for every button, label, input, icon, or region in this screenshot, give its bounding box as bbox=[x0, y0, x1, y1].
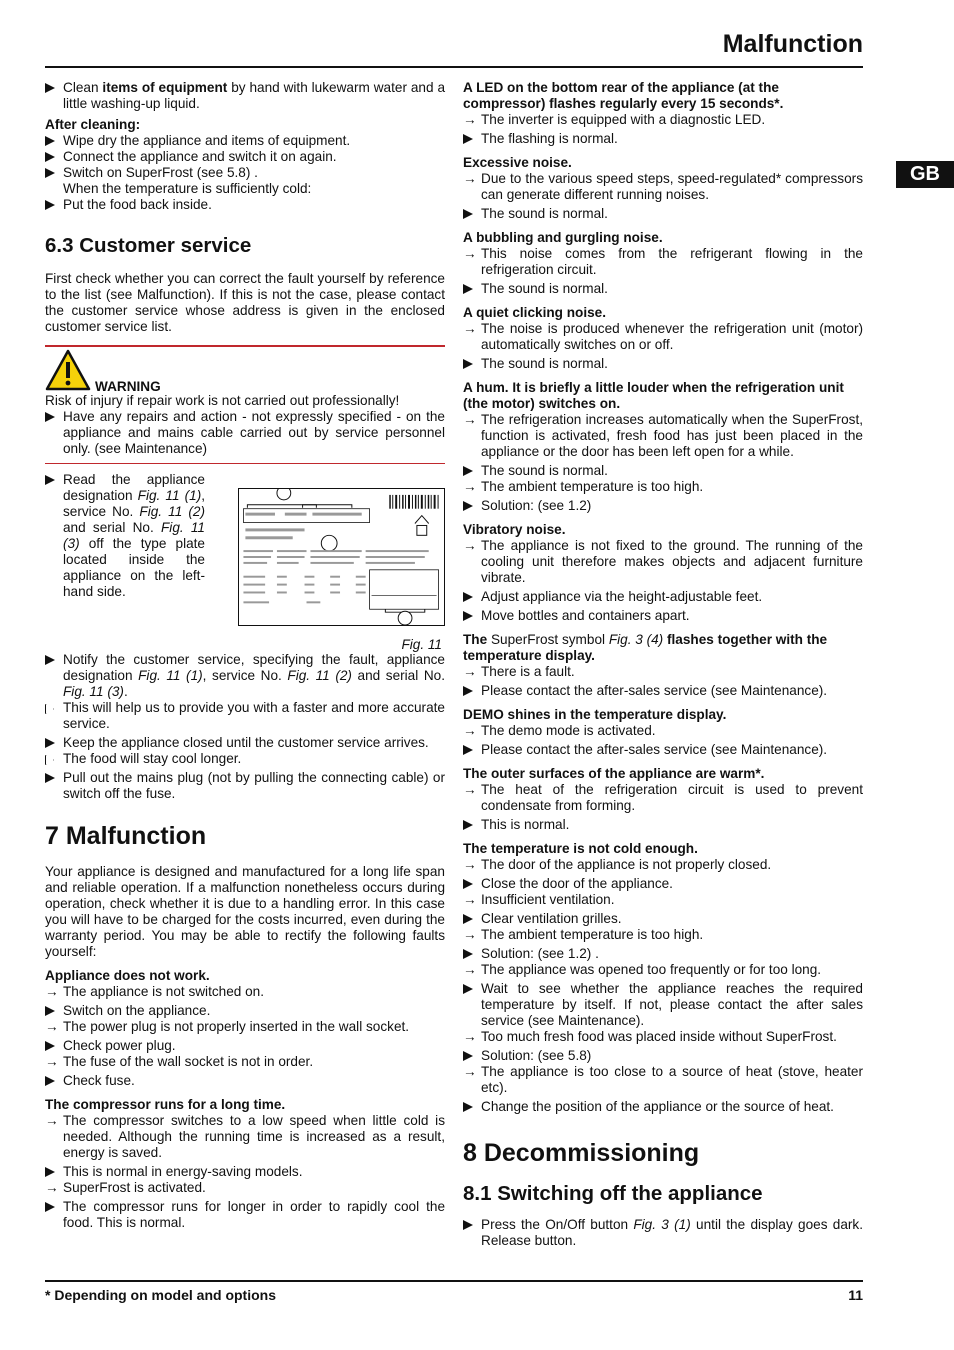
action-triangle-icon bbox=[463, 589, 479, 606]
list-item: Check fuse. bbox=[45, 1073, 445, 1089]
cause-arrow-icon: → bbox=[463, 927, 477, 942]
list-item: Wait to see whether the appliance reaches the required temperature by itself. If not, please contact the after sales service (see Maintenance). bbox=[463, 981, 863, 1029]
list-item: → The door of the appliance is not properly closed. bbox=[463, 857, 772, 872]
action-triangle-icon bbox=[463, 742, 479, 759]
fault-heading: DEMO shines in the temperature display. bbox=[463, 707, 727, 722]
list-item: → The ambient temperature is too high. bbox=[463, 927, 704, 942]
list-item: Change the position of the appliance or the source of heat. bbox=[463, 1099, 863, 1115]
action-triangle-icon bbox=[463, 463, 479, 480]
cause-arrow-icon: → bbox=[463, 321, 477, 336]
cause-arrow-icon: → bbox=[463, 1064, 477, 1079]
malfunction-intro: Your appliance is designed and manufactured for a long life span and reliable operation. If a malfunction nonetheless occurs during operation, check whether it is due to a handling error. In this case you will have to be charged for the costs incurred, even during the warranty period. You may be able to rectify the following faults yourself: bbox=[45, 864, 445, 959]
customer-service-intro: First check whether you can correct the fault yourself by reference to the list (see Malfunction). If this is not the case, please contact the customer service whose address is given in the enclosed customer service list. bbox=[45, 271, 445, 334]
fault-heading: The compressor runs for a long time. bbox=[45, 1097, 286, 1112]
action-triangle-icon bbox=[463, 1217, 479, 1234]
action-triangle-icon bbox=[463, 498, 479, 515]
cause-arrow-icon: → bbox=[45, 1180, 59, 1195]
action-triangle-icon bbox=[463, 946, 479, 963]
figure-caption: Fig. 11 bbox=[401, 637, 442, 652]
list-item: The sound is normal. bbox=[463, 356, 863, 372]
fault-heading: Excessive noise. bbox=[463, 155, 572, 170]
list-item: → Insufficient ventilation. bbox=[463, 892, 615, 907]
list-item: Keep the appliance closed until the customer service arrives. bbox=[45, 735, 445, 751]
action-triangle-icon bbox=[45, 409, 61, 426]
cause-arrow-icon: → bbox=[463, 538, 477, 553]
action-triangle-icon bbox=[45, 1199, 61, 1216]
list-item: → The power plug is not properly inserted in the wall socket. bbox=[45, 1019, 410, 1034]
action-triangle-icon bbox=[463, 1048, 479, 1065]
action-triangle-icon bbox=[463, 281, 479, 298]
clean-step: Clean items of equipment by hand with lukewarm water and a little washing-up liquid. bbox=[45, 80, 445, 112]
action-triangle-icon bbox=[45, 1073, 61, 1090]
list-item: Switch on the appliance. bbox=[45, 1003, 445, 1019]
list-item: → Due to the various speed steps, speed-regulated* compressors can generate different running noises. bbox=[463, 171, 863, 202]
list-item: → The appliance is not fixed to the ground. The running of the cooling unit therefore makes objects and adjacent furniture vibrate. bbox=[463, 538, 863, 585]
list-item: → SuperFrost is activated. bbox=[45, 1180, 206, 1195]
fault-list bbox=[463, 80, 863, 624]
list-item: → The compressor switches to a low speed when little cold is needed. Although the running time is increased as a result, energy is saved. bbox=[45, 1113, 445, 1160]
cause-arrow-icon: → bbox=[45, 1054, 59, 1069]
list-item: → The inverter is equipped with a diagnostic LED. bbox=[463, 112, 766, 127]
action-triangle-icon bbox=[45, 165, 61, 182]
cause-arrow-icon: → bbox=[463, 962, 477, 977]
fault-heading: A LED on the bottom rear of the appliance (at the compressor) flashes regularly every 15 seconds*. bbox=[463, 80, 784, 111]
list-item: Switch on SuperFrost (see 5.8) . bbox=[45, 165, 445, 181]
cause-arrow-icon: → bbox=[463, 723, 477, 738]
result-triangle-icon bbox=[45, 700, 61, 718]
list-item: Solution: (see 5.8) bbox=[463, 1048, 863, 1064]
action-triangle-icon bbox=[463, 683, 479, 700]
list-item: This is normal in energy-saving models. bbox=[45, 1164, 445, 1180]
list-item: Solution: (see 1.2) . bbox=[463, 946, 863, 962]
subsection-title-switching-off: 8.1 Switching off the appliance bbox=[463, 1182, 763, 1205]
list-item: Check power plug. bbox=[45, 1038, 445, 1054]
list-item: Pull out the mains plug (not by pulling the connecting cable) or switch off the fuse. bbox=[45, 770, 445, 802]
list-item: Put the food back inside. bbox=[45, 197, 445, 213]
list-item: → Too much fresh food was placed inside without SuperFrost. bbox=[463, 1029, 837, 1044]
action-triangle-icon bbox=[45, 652, 61, 669]
cause-arrow-icon: → bbox=[463, 171, 477, 186]
switch-off-step: Press the On/Off button Fig. 3 (1) until the display goes dark. Release button. bbox=[463, 1217, 863, 1249]
list-item: Adjust appliance via the height-adjustable feet. bbox=[463, 589, 863, 605]
cause-arrow-icon: → bbox=[463, 892, 477, 907]
list-item: → The fuse of the wall socket is not in order. bbox=[45, 1054, 314, 1069]
fault-heading: The outer surfaces of the appliance are warm*. bbox=[463, 766, 765, 781]
fault-heading: Appliance does not work. bbox=[45, 968, 210, 983]
fault-heading-superfrost: The SuperFrost symbol Fig. 3 (4) flashes together with the temperature display. bbox=[463, 632, 828, 663]
list-item: → The refrigeration increases automatically when the SuperFrost, function is activated, fresh food has just been placed in the appliance or the door has been left open for a while. bbox=[463, 412, 863, 459]
fault-heading: The temperature is not cold enough. bbox=[463, 841, 698, 856]
cause-arrow-icon: → bbox=[463, 1029, 477, 1044]
action-triangle-icon bbox=[45, 149, 61, 166]
section-title-malfunction: 7 Malfunction bbox=[45, 822, 207, 850]
notify-step: Notify the customer service, specifying the fault, appliance designation Fig. 11 (1), service No. Fig. 11 (2) and serial No. Fig. 11 (3). bbox=[45, 652, 445, 700]
cause-arrow-icon: → bbox=[463, 664, 477, 679]
action-triangle-icon bbox=[463, 131, 479, 148]
cause-arrow-icon: → bbox=[463, 112, 477, 127]
language-tab: GB bbox=[896, 161, 954, 188]
list-item: The sound is normal. bbox=[463, 463, 863, 479]
section-title-customer-service: 6.3 Customer service bbox=[45, 234, 252, 257]
footer-divider bbox=[45, 1280, 863, 1282]
cause-arrow-icon: → bbox=[463, 412, 477, 427]
action-triangle-icon bbox=[45, 472, 61, 489]
cause-arrow-icon: → bbox=[463, 246, 477, 261]
list-item: Wipe dry the appliance and items of equipment. bbox=[45, 133, 445, 149]
action-triangle-icon bbox=[45, 80, 61, 97]
warning-icon bbox=[45, 349, 91, 391]
action-triangle-icon bbox=[463, 206, 479, 223]
action-triangle-icon bbox=[463, 817, 479, 834]
list-item: → The appliance was opened too frequently or for too long. bbox=[463, 962, 822, 977]
after-cleaning-heading: After cleaning: bbox=[45, 117, 141, 132]
list-item: The compressor runs for longer in order to rapidly cool the food. This is normal. bbox=[45, 1199, 445, 1231]
list-item: → The demo mode is activated. bbox=[463, 723, 656, 738]
list-item: Connect the appliance and switch it on again. bbox=[45, 149, 445, 165]
action-triangle-icon bbox=[463, 356, 479, 373]
cause-arrow-icon: → bbox=[45, 984, 59, 999]
list-item: → There is a fault. bbox=[463, 664, 575, 679]
customer-service-steps bbox=[45, 700, 445, 802]
malfunction-fault-list bbox=[45, 968, 445, 1231]
list-item: Clear ventilation grilles. bbox=[463, 911, 863, 927]
action-triangle-icon bbox=[45, 1003, 61, 1020]
list-item: Please contact the after-sales service (see Maintenance). bbox=[463, 742, 863, 758]
list-item: The food will stay cool longer. bbox=[45, 751, 445, 767]
warning-item: Have any repairs and action - not expressly specified - on the appliance and mains cable carried out by service personnel only. (see Maintenance) bbox=[45, 409, 445, 457]
cause-arrow-icon: → bbox=[463, 782, 477, 797]
list-item: The flashing is normal. bbox=[463, 131, 863, 147]
list-item: → This noise comes from the refrigerant flowing in the refrigeration circuit. bbox=[463, 246, 863, 277]
list-item: Solution: (see 1.2) bbox=[463, 498, 863, 514]
list-item: → The noise is produced whenever the refrigeration unit (motor) automatically switches on or off. bbox=[463, 321, 863, 352]
type-plate-illustration bbox=[238, 488, 445, 626]
fault-heading: A hum. It is briefly a little louder when the refrigeration unit (the motor) switches on. bbox=[463, 380, 844, 411]
figure-11-block bbox=[45, 472, 445, 652]
action-triangle-icon bbox=[45, 1038, 61, 1055]
list-item: → The appliance is too close to a source of heat (stove, heater etc). bbox=[463, 1064, 863, 1095]
action-triangle-icon bbox=[463, 608, 479, 625]
page-number: 11 bbox=[848, 1287, 863, 1303]
list-item: The sound is normal. bbox=[463, 281, 863, 297]
fault-heading: Vibratory noise. bbox=[463, 522, 566, 537]
cause-arrow-icon: → bbox=[45, 1113, 59, 1128]
list-item: This will help us to provide you with a faster and more accurate service. bbox=[45, 700, 445, 732]
read-designation-step: Read the appliance designation Fig. 11 (1), service No. Fig. 11 (2) and serial No. Fig. 11 (3) off the type plate located inside the appliance on the left-hand side. bbox=[45, 472, 205, 600]
warning-box bbox=[45, 345, 445, 464]
left-column bbox=[45, 80, 445, 1231]
cause-arrow-icon: → bbox=[463, 479, 477, 494]
page-header-title: Malfunction bbox=[722, 30, 863, 58]
action-triangle-icon bbox=[45, 133, 61, 150]
header-divider bbox=[45, 66, 863, 68]
list-item: The sound is normal. bbox=[463, 206, 863, 222]
superfrost-fault-items bbox=[463, 664, 863, 699]
list-item: Close the door of the appliance. bbox=[463, 876, 863, 892]
list-item: Please contact the after-sales service (see Maintenance). bbox=[463, 683, 863, 699]
action-triangle-icon bbox=[45, 1164, 61, 1181]
action-triangle-icon bbox=[45, 770, 61, 787]
action-triangle-icon bbox=[463, 911, 479, 928]
action-triangle-icon bbox=[45, 197, 61, 214]
cause-arrow-icon: → bbox=[45, 1019, 59, 1034]
list-item: This is normal. bbox=[463, 817, 863, 833]
list-item-continuation: When the temperature is sufficiently cold: bbox=[63, 181, 312, 196]
footer-note: * Depending on model and options bbox=[45, 1287, 276, 1303]
list-item: → The heat of the refrigeration circuit is used to prevent condensate from forming. bbox=[463, 782, 863, 813]
cause-arrow-icon: → bbox=[463, 857, 477, 872]
action-triangle-icon bbox=[45, 735, 61, 752]
action-triangle-icon bbox=[463, 1099, 479, 1116]
fault-heading: A bubbling and gurgling noise. bbox=[463, 230, 663, 245]
fault-heading: A quiet clicking noise. bbox=[463, 305, 607, 320]
action-triangle-icon bbox=[463, 876, 479, 893]
fault-list-continued bbox=[463, 707, 863, 1115]
action-triangle-icon bbox=[463, 981, 479, 998]
section-title-decommissioning: 8 Decommissioning bbox=[463, 1139, 700, 1167]
result-triangle-icon bbox=[45, 751, 61, 769]
list-item: Move bottles and containers apart. bbox=[463, 608, 863, 624]
right-column bbox=[463, 80, 863, 1249]
list-item: → The ambient temperature is too high. bbox=[463, 479, 704, 494]
warning-label: WARNING bbox=[95, 379, 161, 394]
list-item: → The appliance is not switched on. bbox=[45, 984, 265, 999]
warning-text: Risk of injury if repair work is not carried out professionally! bbox=[45, 393, 400, 408]
